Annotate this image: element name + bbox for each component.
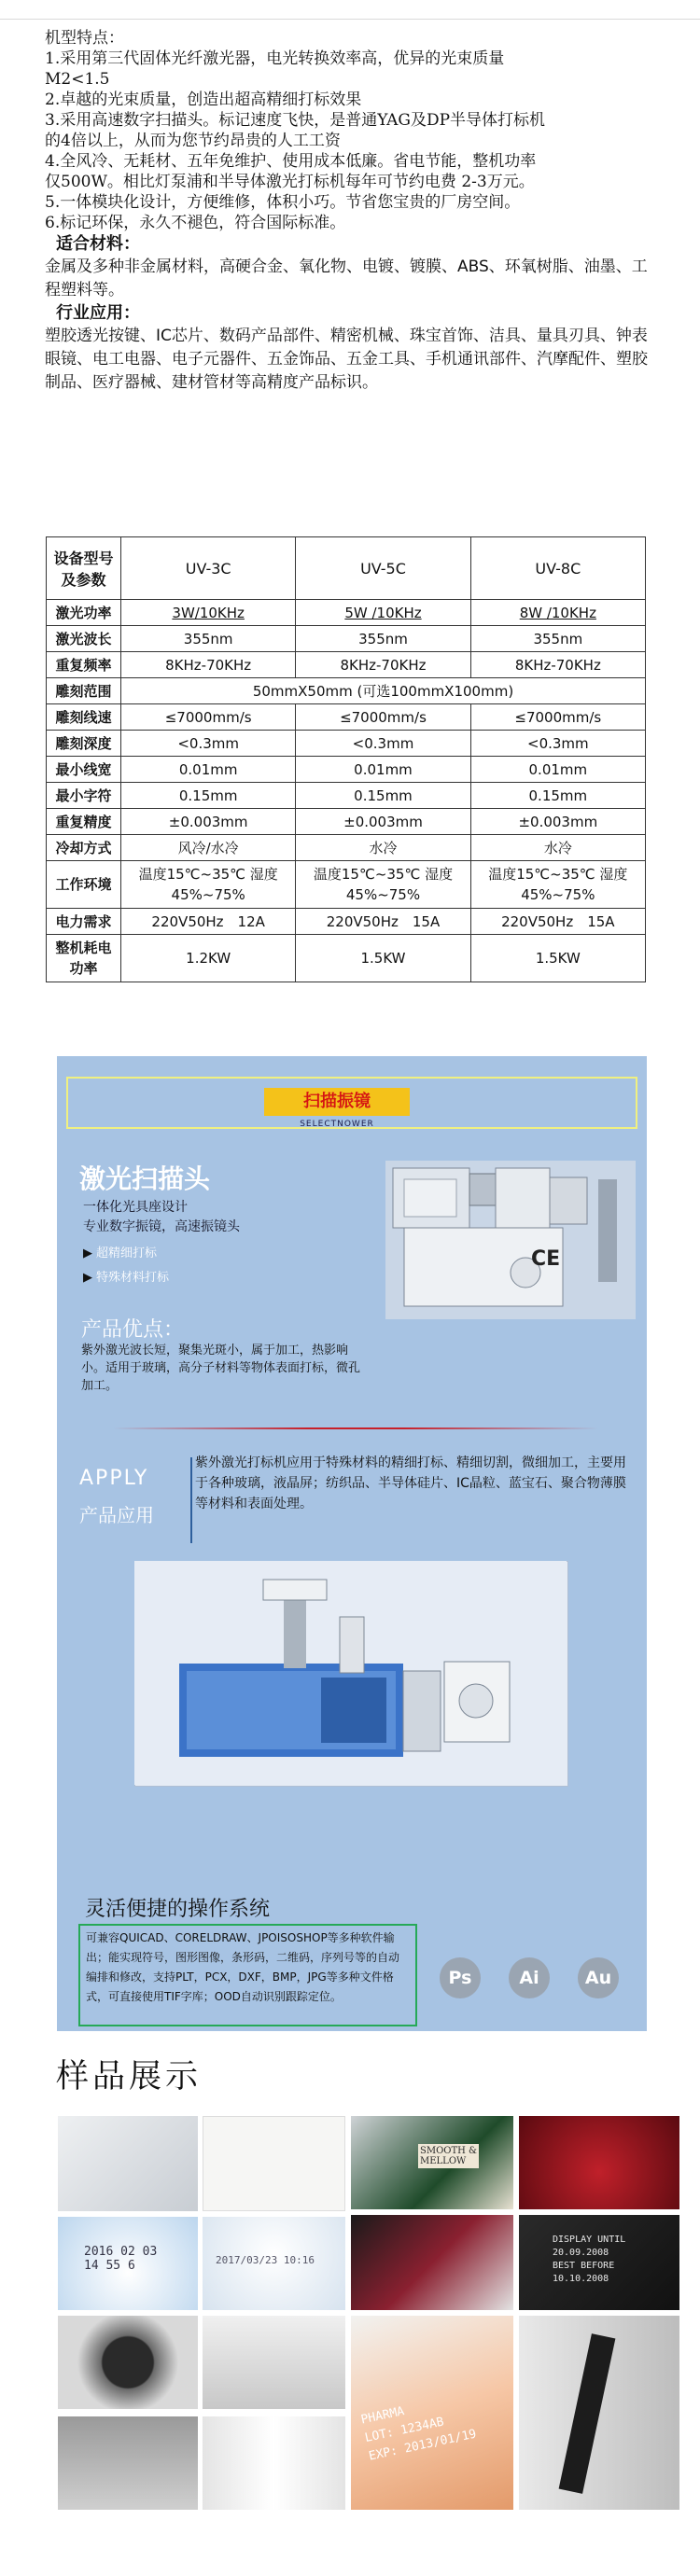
sample-print-text: 2016 02 03 14 55 6	[84, 2245, 158, 2273]
spec-row-label: 重复精度	[47, 809, 121, 835]
spec-cell: 8KHz-70KHz	[121, 652, 296, 678]
bullet-item	[83, 1267, 169, 1285]
spec-cell: ≤7000mm/s	[296, 704, 470, 731]
feature-line: 5.一体模块化设计，方便维修，体积小巧。节省您宝贵的厂房空间。	[45, 193, 521, 212]
spec-row-label: 最小字符	[47, 783, 121, 809]
sample-photo	[351, 2316, 513, 2510]
spec-cell: 8W /10KHz	[470, 600, 645, 626]
apply-heading-cn: 产品应用	[79, 1504, 154, 1526]
spec-cell: 0.01mm	[121, 757, 296, 783]
spec-cell-span: 50mmX50mm (可选100mmX100mm)	[121, 678, 646, 704]
triangle-icon: ▶	[83, 1271, 92, 1285]
spec-row-label: 激光波长	[47, 626, 121, 652]
spec-header-model: UV-3C	[121, 537, 296, 600]
spec-cell: 220V50Hz 15A	[470, 909, 645, 935]
illustrator-icon: Ai	[509, 1957, 550, 1998]
spec-cell: 1.5KW	[470, 935, 645, 982]
spec-cell: 温度15℃~35℃ 湿度 45%~75%	[121, 861, 296, 909]
spec-cell: 8KHz-70KHz	[470, 652, 645, 678]
spec-cell: <0.3mm	[296, 731, 470, 757]
os-description: 可兼容QUICAD、CORELDRAW、JPOISOSHOP等多种软件输出；能实现符号，图形图像，条形码，二维码，序列号等的自动编排和修改，支持PLT，PCX，DXF，BMP，JPG等多种文件格式，可直接使用TIF字库；OOD自动识别跟踪定位。	[78, 1924, 417, 2026]
spec-cell: 水冷	[470, 835, 645, 861]
feature-line: 仅500W。相比灯泵浦和半导体激光打标机每年可节约电费 2-3万元。	[45, 173, 535, 191]
spec-row-label: 整机耗电功率	[47, 935, 121, 982]
industry-heading: 行业应用：	[56, 303, 140, 323]
uv-laser-machine-image	[134, 1561, 567, 1785]
advantages-title: 产品优点：	[81, 1318, 185, 1342]
photoshop-icon: Ps	[440, 1957, 481, 1998]
materials-text: 金属及多种非金属材料，高硬合金、氧化物、电镀、镀膜、ABS、环氧树脂、油墨、工程塑料等。	[45, 258, 648, 299]
sample-photo	[203, 2116, 345, 2211]
spec-row-label: 工作环境	[47, 861, 121, 909]
spec-table	[46, 536, 646, 982]
sample-print-text: SMOOTH & MELLOW	[420, 2146, 477, 2166]
bullet-item	[83, 1243, 157, 1260]
bullet-label: 特殊材料打标	[96, 1271, 170, 1285]
sample-pen	[559, 2333, 616, 2494]
feature-line: M2<1.5	[45, 70, 110, 89]
audition-icon: Au	[578, 1957, 619, 1998]
scan-galvo-tag: 扫描振镜	[264, 1088, 410, 1116]
product-banner	[57, 1056, 647, 2031]
laser-head-title: 激光扫描头	[79, 1163, 211, 1194]
feature-line: 2.卓越的光束质量，创造出超高精细打标效果	[45, 91, 362, 109]
sample-photo	[351, 2116, 513, 2209]
spec-cell: 风冷/水冷	[121, 835, 296, 861]
feature-line: 3.采用高速数字扫描头。标记速度飞快，是普通YAG及DP半导体打标机	[45, 111, 546, 130]
spec-header-model: UV-5C	[296, 537, 470, 600]
feature-line: 1.采用第三代固体光纤激光器，电光转换效率高，优异的光束质量	[45, 49, 505, 68]
spec-cell: 3W/10KHz	[121, 600, 296, 626]
spec-cell: 0.15mm	[121, 783, 296, 809]
spec-cell: 水冷	[296, 835, 470, 861]
features-section	[45, 28, 656, 395]
tag-subtitle: SELECTNOWER	[300, 1120, 374, 1129]
spec-row-label: 雕刻深度	[47, 731, 121, 757]
features-title: 机型特点：	[45, 29, 124, 48]
materials-heading: 适合材料：	[56, 234, 140, 254]
spec-cell: ≤7000mm/s	[121, 704, 296, 731]
sample-print-text: PHARMA LOT: 1234AB EXP: 2013/01/19	[359, 2404, 478, 2464]
spec-cell: 220V50Hz 15A	[296, 909, 470, 935]
spec-cell: 1.5KW	[296, 935, 470, 982]
ce-mark: CE	[531, 1247, 561, 1271]
sample-photo	[58, 2217, 198, 2310]
spec-row-label: 冷却方式	[47, 835, 121, 861]
spec-header-label: 设备型号及参数	[47, 537, 121, 600]
spec-cell: 8KHz-70KHz	[296, 652, 470, 678]
spec-cell: 355nm	[296, 626, 470, 652]
spec-cell: 0.15mm	[470, 783, 645, 809]
sample-photo	[351, 2215, 513, 2310]
sample-photo	[203, 2316, 345, 2409]
spec-cell: 220V50Hz 12A	[121, 909, 296, 935]
spec-row-label: 重复频率	[47, 652, 121, 678]
advantages-text: 紫外激光波长短，聚集光斑小，属于加工，热影响小。适用于玻璃，高分子材料等物体表面打标，微孔加工。	[81, 1344, 361, 1393]
spec-cell: 0.01mm	[296, 757, 470, 783]
sample-photo	[58, 2316, 198, 2409]
apply-text: 紫外激光打标机应用于特殊材料的精细打标、精细切割，微细加工，主要用于各种玻璃，液晶屏；纺织品、半导体硅片、IC晶粒、蓝宝石、聚合物薄膜等材料和表面处理。	[195, 1455, 626, 1511]
sample-photo	[519, 2316, 679, 2510]
divider-line	[113, 1427, 598, 1429]
sample-photo	[58, 2416, 198, 2510]
triangle-icon: ▶	[83, 1246, 92, 1260]
spec-row-label: 电力需求	[47, 909, 121, 935]
sample-photo	[519, 2215, 679, 2310]
spec-cell: ±0.003mm	[470, 809, 645, 835]
spec-header-model: UV-8C	[470, 537, 645, 600]
spec-row-label: 雕刻线速	[47, 704, 121, 731]
sample-photo	[58, 2116, 198, 2211]
spec-cell: <0.3mm	[470, 731, 645, 757]
top-rule	[0, 19, 700, 20]
feature-line: 6.标记环保，永久不褪色，符合国际标准。	[45, 214, 346, 232]
laser-scan-head-image	[385, 1161, 636, 1319]
spec-cell: ±0.003mm	[121, 809, 296, 835]
sample-photo	[519, 2116, 679, 2209]
spec-cell: ±0.003mm	[296, 809, 470, 835]
spec-cell: 1.2KW	[121, 935, 296, 982]
sample-photo	[203, 2217, 345, 2310]
samples-title: 样品展示	[56, 2058, 203, 2096]
spec-cell: 温度15℃~35℃ 湿度 45%~75%	[470, 861, 645, 909]
sample-photo	[203, 2416, 345, 2510]
spec-cell: 0.01mm	[470, 757, 645, 783]
feature-line: 4.全风冷、无耗材、五年免维护、使用成本低廉。省电节能，整机功率	[45, 152, 537, 171]
bullet-label: 超精细打标	[96, 1246, 158, 1260]
spec-row-label: 激光功率	[47, 600, 121, 626]
sample-print-text: 2017/03/23 10:16	[216, 2254, 315, 2266]
spec-cell: 355nm	[121, 626, 296, 652]
spec-cell: 5W /10KHz	[296, 600, 470, 626]
sample-print-text: DISPLAY UNTIL 20.09.2008 BEST BEFORE 10.10.2008	[553, 2235, 626, 2284]
spec-row-label: 雕刻范围	[47, 678, 121, 704]
industry-text: 塑胶透光按键、IC芯片、数码产品部件、精密机械、珠宝首饰、洁具、量具刃具、钟表眼镜、电工电器、电子元器件、五金饰品、五金工具、手机通讯部件、汽摩配件、塑胶制品、医疗器械、建材管材等高精度产品标识。	[45, 327, 648, 392]
os-title: 灵活便捷的操作系统	[85, 1898, 271, 1921]
feature-line: 的4倍以上，从而为您节约昂贵的人工工资	[45, 132, 341, 150]
spec-cell: 355nm	[470, 626, 645, 652]
spec-row-label: 最小线宽	[47, 757, 121, 783]
apply-heading-en: APPLY	[79, 1467, 149, 1490]
spec-cell: ≤7000mm/s	[470, 704, 645, 731]
spec-cell: 0.15mm	[296, 783, 470, 809]
spec-cell: <0.3mm	[121, 731, 296, 757]
laser-head-line: 一体化光具座设计	[83, 1200, 188, 1215]
spec-cell: 温度15℃~35℃ 湿度 45%~75%	[296, 861, 470, 909]
laser-head-line: 专业数字振镜，高速振镜头	[83, 1219, 240, 1234]
apply-bar	[190, 1457, 192, 1543]
